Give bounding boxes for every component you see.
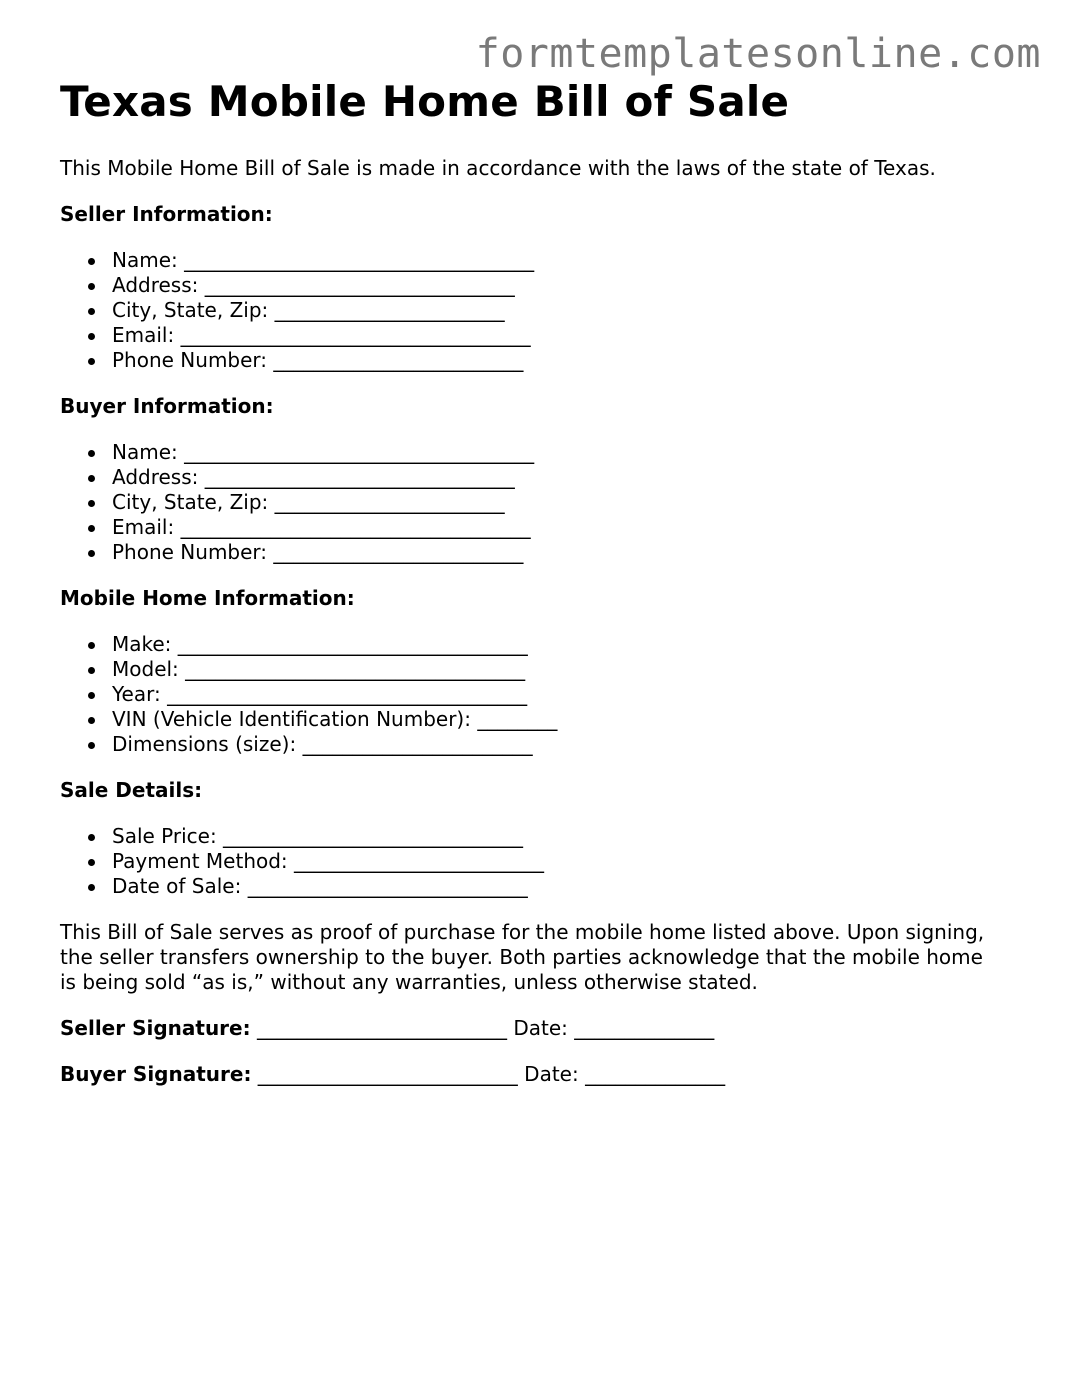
mobile-home-field-list — [60, 632, 1020, 757]
seller-city-state-zip-field[interactable]: City, State, Zip: _______________________ — [112, 298, 1020, 323]
buyer-name-field[interactable]: Name: ___________________________________ — [112, 440, 1020, 465]
buyer-city-state-zip-field[interactable]: City, State, Zip: _______________________ — [112, 490, 1020, 515]
dimensions-field[interactable]: Dimensions (size): _______________________ — [112, 732, 1020, 757]
seller-signature-blank[interactable]: _________________________ Date: ______________ — [250, 1016, 715, 1040]
date-of-sale-field[interactable]: Date of Sale: ____________________________ — [112, 874, 1020, 899]
seller-phone-field[interactable]: Phone Number: _________________________ — [112, 348, 1020, 373]
payment-method-field[interactable]: Payment Method: _________________________ — [112, 849, 1020, 874]
model-field[interactable]: Model: __________________________________ — [112, 657, 1020, 682]
seller-signature-line[interactable] — [60, 1016, 1020, 1041]
buyer-signature-blank[interactable]: __________________________ Date: ______________ — [251, 1062, 726, 1086]
intro-paragraph: This Mobile Home Bill of Sale is made in accordance with the laws of the state of Texas. — [60, 156, 936, 180]
buyer-signature-label: Buyer Signature: — [60, 1062, 252, 1086]
mobile-home-heading: Mobile Home Information: — [60, 586, 355, 610]
watermark: formtemplatesonline.com — [475, 31, 1041, 77]
seller-signature-label: Seller Signature: — [60, 1016, 251, 1040]
buyer-phone-field[interactable]: Phone Number: _________________________ — [112, 540, 1020, 565]
sale-price-field[interactable]: Sale Price: ______________________________ — [112, 824, 1020, 849]
sale-field-list — [60, 824, 1020, 899]
buyer-signature-line[interactable] — [60, 1062, 1020, 1087]
page-title: Texas Mobile Home Bill of Sale — [60, 77, 790, 126]
buyer-field-list — [60, 440, 1020, 565]
seller-name-field[interactable]: Name: ___________________________________ — [112, 248, 1020, 273]
seller-email-field[interactable]: Email: ___________________________________ — [112, 323, 1020, 348]
sale-heading: Sale Details: — [60, 778, 203, 802]
buyer-address-field[interactable]: Address: _______________________________ — [112, 465, 1020, 490]
buyer-section — [60, 394, 1020, 565]
document-page — [60, 78, 1020, 1087]
sale-section — [60, 778, 1020, 899]
seller-heading: Seller Information: — [60, 202, 273, 226]
vin-field[interactable]: VIN (Vehicle Identification Number): ________ — [112, 707, 1020, 732]
make-field[interactable]: Make: ___________________________________ — [112, 632, 1020, 657]
closing-paragraph: This Bill of Sale serves as proof of purchase for the mobile home listed above. Upon signing, the seller transfers ownership to the buyer. Both parties acknowledge that the mobile home is being sold “as is,” without any warranties, unless otherwise stated. — [60, 920, 985, 994]
seller-address-field[interactable]: Address: _______________________________ — [112, 273, 1020, 298]
seller-field-list — [60, 248, 1020, 373]
buyer-email-field[interactable]: Email: ___________________________________ — [112, 515, 1020, 540]
mobile-home-section — [60, 586, 1020, 757]
year-field[interactable]: Year: ____________________________________ — [112, 682, 1020, 707]
buyer-heading: Buyer Information: — [60, 394, 274, 418]
seller-section — [60, 202, 1020, 373]
